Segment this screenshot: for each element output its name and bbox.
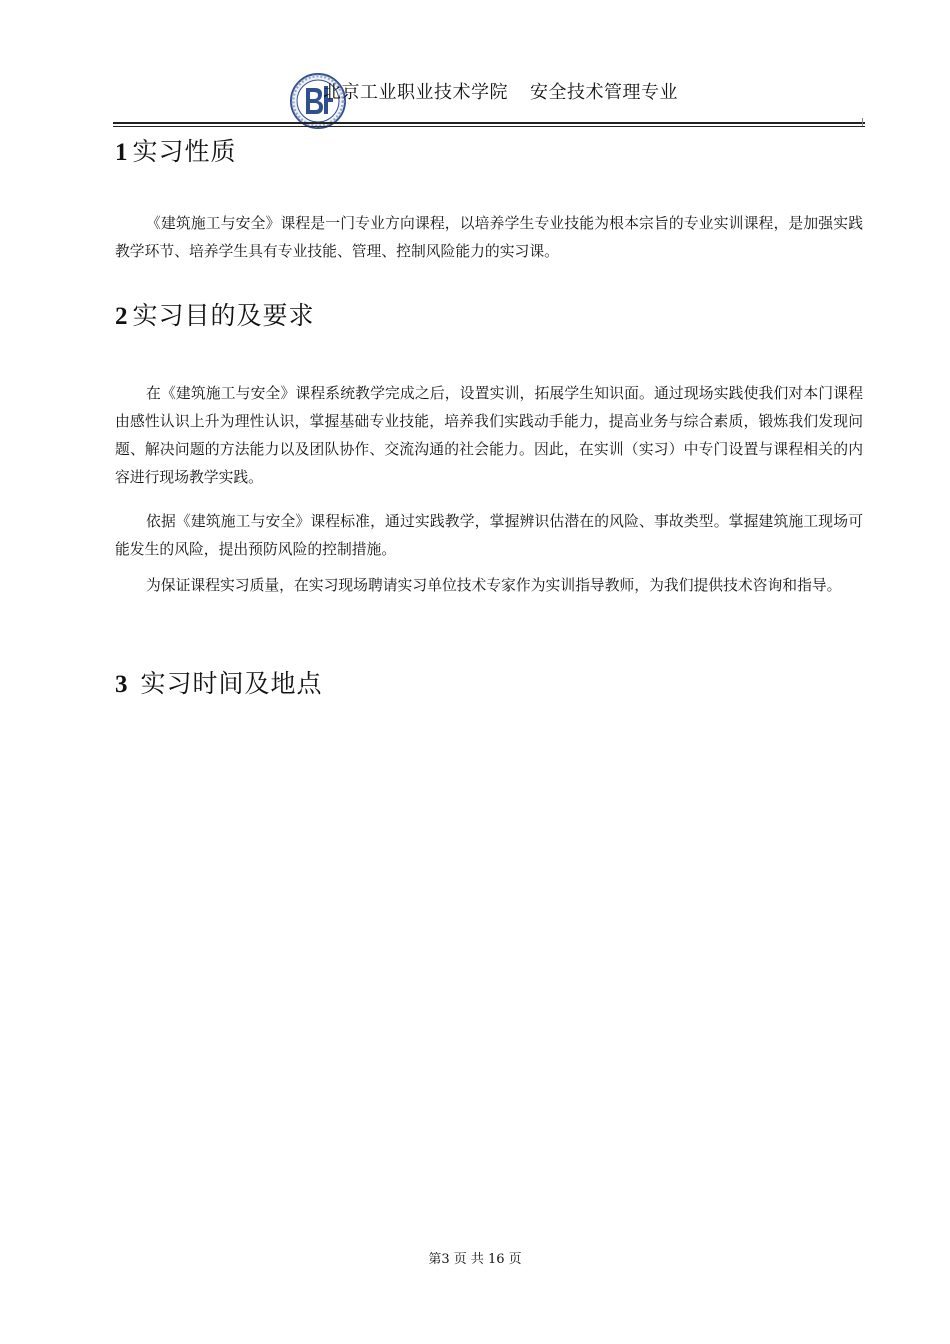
section-heading-2: [115, 296, 315, 332]
page-footer: 第3 页 共 16 页: [428, 1252, 522, 1267]
section-number: 1: [115, 139, 129, 166]
section-title: 实习时间及地点: [140, 669, 323, 698]
section-heading-1: [115, 132, 237, 168]
section-number: 3: [115, 671, 129, 698]
section-title: 实习性质: [132, 137, 237, 166]
section-2-paragraph-1: 在《建筑施工与安全》课程系统教学完成之后，设置实训，拓展学生知识面。通过现场实践使我们对本门课程由感性认识上升为理性认识，掌握基础专业技能，培养我们实践动手能力，提高业务与综合素质，锻炼我们发现问题、解决问题的方法能力以及团队协作、交流沟通的社会能力。因此，在实训（实习）中专门设置与课程相关的内容进行现场教学实践。: [115, 385, 863, 486]
header-title: [323, 78, 678, 104]
section-heading-3: [115, 664, 323, 700]
page-header: [0, 60, 950, 130]
header-major: 安全技术管理专业: [530, 82, 678, 103]
section-2-paragraph-2: 依据《建筑施工与安全》课程标准，通过实践教学，掌握辨识估潜在的风险、事故类型。掌握建筑施工现场可能发生的风险，提出预防风险的控制措施。: [115, 513, 863, 558]
header-school: 北京工业职业技术学院: [323, 82, 508, 103]
section-title: 实习目的及要求: [132, 301, 315, 330]
header-rule-mark: [862, 118, 863, 126]
section-2-paragraph-3: 为保证课程实习质量，在实习现场聘请实习单位技术专家作为实训指导教师，为我们提供技术咨询和指导。: [146, 577, 842, 594]
header-rule-thick: [113, 122, 865, 124]
section-1-paragraph-1: 《建筑施工与安全》课程是一门专业方向课程，以培养学生专业技能为根本宗旨的专业实训课程，是加强实践教学环节、培养学生具有专业技能、管理、控制风险能力的实习课。: [115, 215, 863, 260]
section-number: 2: [115, 303, 129, 330]
header-rule-thin: [113, 126, 865, 127]
